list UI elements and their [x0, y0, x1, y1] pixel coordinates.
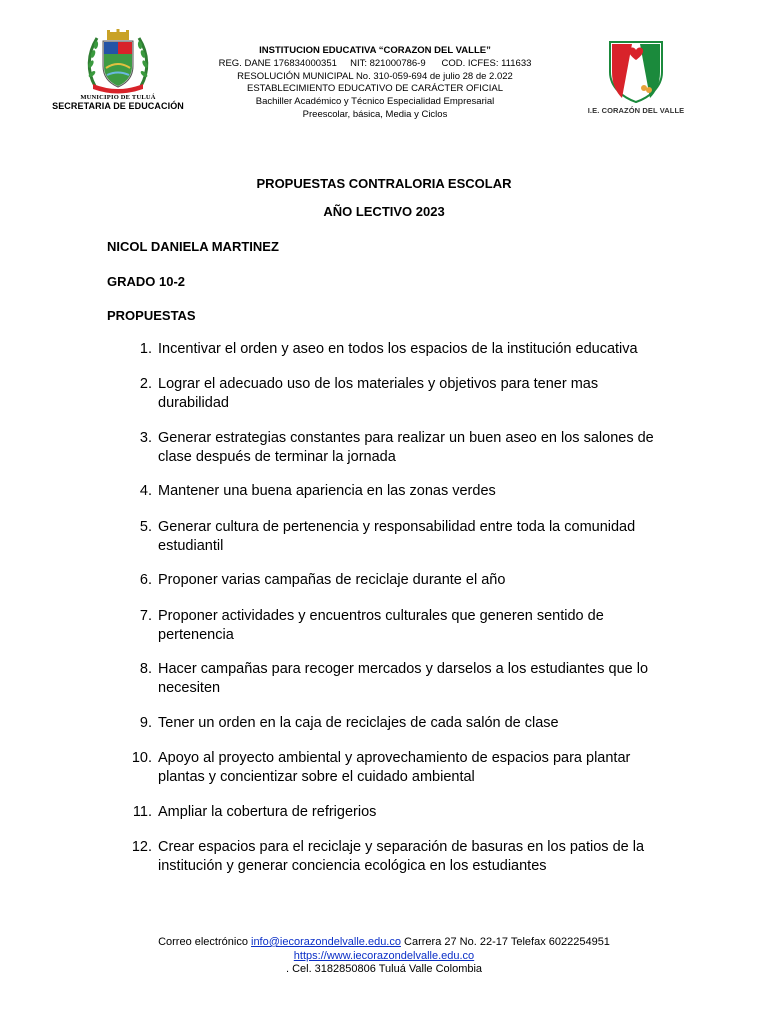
list-item: 2. Lograr el adecuado uso de los materiales y objetivos para tener mas durabilidad — [139, 376, 599, 411]
list-item: 8. Hacer campañas para recoger mercados y darselos a los estudiantes que lo necesiten — [139, 661, 649, 696]
resolution-line: RESOLUCIÓN MUNICIPAL No. 310-059-694 de julio 28 de 2.022 — [237, 70, 513, 82]
footer-contact-line — [0, 936, 768, 950]
footer — [0, 936, 768, 977]
list-item: 6. Proponer varias campañas de reciclaje durante el año — [139, 572, 506, 588]
email-prefix: Correo electrónico — [158, 936, 251, 948]
website-link[interactable]: https://www.iecorazondelvalle.edu.co — [293, 949, 475, 962]
proposals-heading: PROPUESTAS — [107, 308, 196, 323]
list-item: 3. Generar estrategias constantes para realizar un buen aseo en los salones de clase después de terminar la jornada — [139, 430, 654, 465]
phone-line: . Cel. 3182850806 Tuluá Valle Colombia — [285, 963, 483, 975]
email-link[interactable]: info@iecorazondelvalle.edu.co — [251, 936, 401, 948]
document-title: PROPUESTAS CONTRALORIA ESCOLAR — [256, 176, 512, 191]
address-text: Carrera 27 No. 22-17 Telefax 6022254951 — [400, 936, 610, 948]
school-year: AÑO LECTIVO 2023 — [323, 204, 445, 219]
list-item: 5. Generar cultura de pertenencia y responsabilidad entre toda la comunidad estudiantil — [139, 519, 636, 554]
bachiller-line: Bachiller Académico y Técnico Especialidad Empresarial — [255, 96, 495, 108]
levels-line: Preescolar, básica, Media y Ciclos — [302, 108, 448, 120]
list-item: 7. Proponer actividades y encuentros culturales que generen sentido de pertenencia — [139, 608, 604, 643]
list-item: 10. Apoyo al proyecto ambiental y aprovechamiento de espacios para plantar plantas y concientizar sobre el cuidado ambiental — [131, 750, 631, 785]
letterhead — [0, 28, 768, 128]
establishment-line: ESTABLECIMIENTO EDUCATIVO DE CARÁCTER OFICIAL — [246, 83, 503, 95]
institution-name: INSTITUCION EDUCATIVA “CORAZON DEL VALLE” — [259, 45, 491, 56]
registration-line: REG. DANE 176834000351 NIT: 821000786-9 COD. ICFES: 111633 — [218, 57, 532, 69]
list-item: 9. Tener un orden en la caja de reciclajes de cada salón de clase — [139, 715, 559, 731]
list-item: 11. Ampliar la cobertura de refrigerios — [132, 804, 377, 820]
school-logo-caption: I.E. CORAZÓN DEL VALLE — [587, 106, 685, 115]
tulua-coat-of-arms-icon — [83, 28, 153, 94]
institution-info — [190, 45, 560, 122]
list-item: 12. Crear espacios para el reciclaje y separación de basuras en los patios de la institución y generar conciencia ecológica en los estudiantes — [131, 839, 645, 874]
school-logo — [584, 38, 688, 133]
student-grade: GRADO 10-2 — [107, 274, 186, 289]
secretaria-caption: SECRETARIA DE EDUCACIÓN — [52, 101, 184, 111]
list-item: 4. Mantener una buena apariencia en las zonas verdes — [139, 483, 496, 499]
school-shield-icon — [604, 38, 668, 104]
municipality-caption: MUNICIPIO DE TULUÁ — [80, 94, 156, 101]
list-item: 1. Incentivar el orden y aseo en todos los espacios de la institución educativa — [139, 341, 638, 357]
tulua-education-logo — [48, 28, 188, 120]
student-name: NICOL DANIELA MARTINEZ — [107, 239, 279, 254]
